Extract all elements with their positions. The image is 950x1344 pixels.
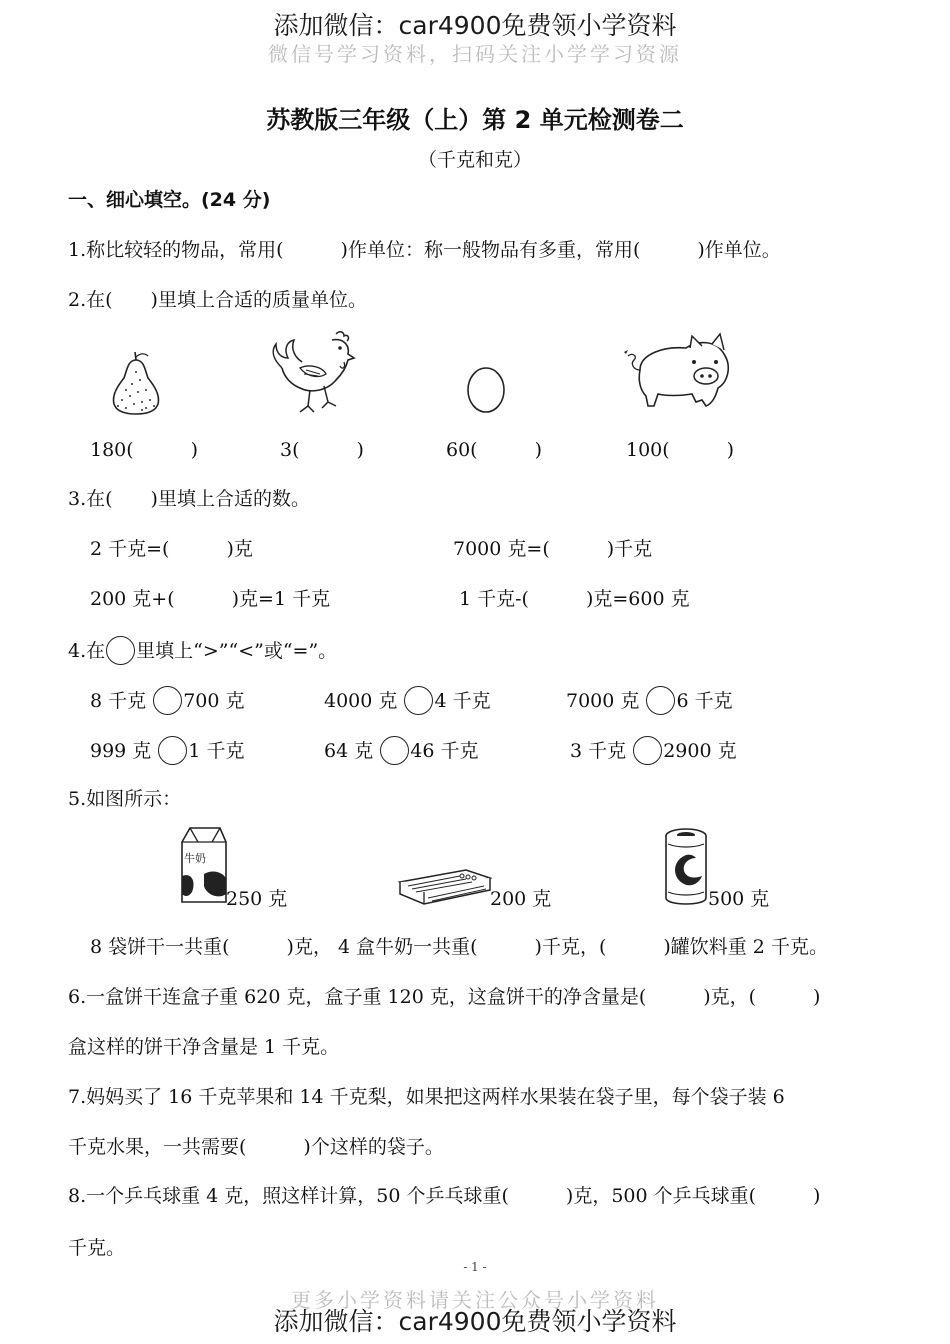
- q5-answer: 8 袋饼干一共重( )克， 4 盒牛奶一共重( )千克，( )罐饮料重 2 千克。: [90, 936, 828, 958]
- pear-icon: [106, 350, 166, 416]
- compare-circle[interactable]: [646, 686, 675, 715]
- q4-item-6: 3 千克 2900 克: [570, 736, 737, 765]
- q3-row1-right: 7000 克=( )千克: [453, 538, 653, 560]
- q2-egg-answer: 60( ): [446, 439, 543, 461]
- question-3: 3.在( )里填上合适的数。: [68, 488, 310, 510]
- biscuit-pack-icon: [396, 864, 492, 906]
- q2-pear-answer: 180( ): [90, 439, 199, 461]
- q4-item-3: 7000 克 6 千克: [566, 686, 733, 715]
- q3-row2-left: 200 克+( )克=1 千克: [90, 588, 331, 610]
- section-1-heading: 一、细心填空。(24 分): [68, 189, 271, 211]
- compare-circle: [106, 636, 135, 665]
- egg-icon: [464, 364, 508, 416]
- question-7-line-2: 千克水果，一共需要( )个这样的袋子。: [68, 1136, 444, 1158]
- can-weight: 500 克: [708, 888, 770, 910]
- biscuit-weight: 200 克: [490, 888, 552, 910]
- q4-suffix: 里填上“>”“<”或“=”。: [136, 640, 338, 662]
- question-7-line-1: 7.妈妈买了 16 千克苹果和 14 千克梨，如果把这两样水果装在袋子里，每个袋子装 6: [68, 1086, 785, 1108]
- watermark-bottom: 添加微信：car4900免费领小学资料: [273, 1307, 677, 1336]
- page-title: 苏教版三年级（上）第 2 单元检测卷二: [266, 106, 684, 134]
- q3-row2-right: 1 千克-( )克=600 克: [459, 588, 690, 610]
- question-2: 2.在( )里填上合适的质量单位。: [68, 289, 367, 311]
- question-8-line-2: 千克。: [68, 1237, 126, 1259]
- question-6-line-2: 盒这样的饼干净含量是 1 千克。: [68, 1036, 340, 1058]
- compare-circle[interactable]: [158, 736, 187, 765]
- q4-item-5: 64 克 46 千克: [324, 736, 478, 765]
- compare-circle[interactable]: [404, 686, 433, 715]
- footer-residue: 更多小学资料请关注公众号小学资料: [291, 1288, 659, 1312]
- compare-circle[interactable]: [633, 736, 662, 765]
- milk-weight: 250 克: [226, 888, 288, 910]
- milk-carton-icon: [178, 824, 230, 906]
- q2-pig-answer: 100( ): [626, 439, 735, 461]
- page-number: - 1 -: [463, 1260, 487, 1274]
- question-1: 1.称比较轻的物品，常用( )作单位：称一般物品有多重，常用( )作单位。: [68, 239, 781, 261]
- rooster-icon: [266, 328, 362, 416]
- header-residue: 微信号学习资料，扫码关注小学学习资源: [268, 42, 682, 66]
- q4-item-4: 999 克 1 千克: [90, 736, 245, 765]
- q4-item-1: 8 千克 700 克: [90, 686, 245, 715]
- q2-rooster-answer: 3( ): [280, 439, 364, 461]
- question-6-line-1: 6.一盒饼干连盒子重 620 克，盒子重 120 克，这盒饼干的净含量是( )克，( ): [68, 986, 821, 1008]
- watermark-top: 添加微信：car4900免费领小学资料: [273, 11, 677, 40]
- compare-circle[interactable]: [380, 736, 409, 765]
- question-5: 5.如图所示：: [68, 788, 182, 810]
- compare-circle[interactable]: [153, 686, 182, 715]
- page-subtitle: （千克和克）: [417, 149, 532, 171]
- drink-can-icon: [662, 826, 710, 906]
- question-4: [68, 636, 337, 665]
- question-8-line-1: 8.一个乒乓球重 4 克，照这样计算，50 个乒乓球重( )克，500 个乒乓球重( ): [68, 1185, 821, 1207]
- q4-item-2: 4000 克 4 千克: [324, 686, 491, 715]
- svg-text:牛奶: 牛奶: [184, 852, 206, 865]
- q4-prefix: 4.在: [68, 640, 106, 662]
- pig-icon: [620, 330, 736, 416]
- q3-row1-left: 2 千克=( )克: [90, 538, 253, 560]
